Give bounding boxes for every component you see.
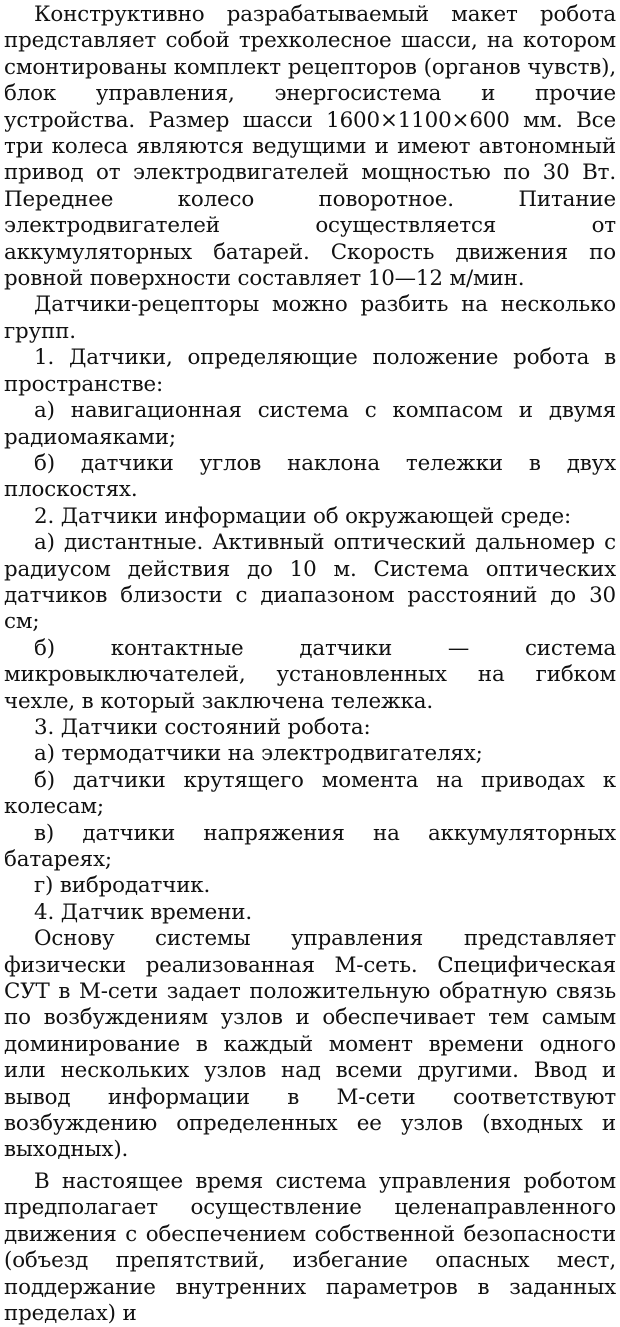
list-item-group-4: 4. Датчик времени. [34,899,253,925]
paragraph-m-network: Основу системы управления представляет физически реализованная М-сеть. Специфическая СУТ в М-сети задает положительную обратную связь по возбуждениям узлов и обеспечивает тем самым доминирование в каждый момент времени одного или нескольких узлов над всеми другими. Ввод и вывод информации в М-сети соответствуют возбуждению определенных ее узлов (входных и выходных). [4,926,616,1163]
list-item-group-2: 2. Датчики информации об окружающей среде: [34,503,572,529]
list-item-3a: а) термодатчики на электродвигателях; [34,741,483,767]
list-item-1b: б) датчики углов наклона тележки в двух плоскостях. [4,450,616,503]
list-item-group-1: 1. Датчики, определяющие положение робота в пространстве: [4,345,616,397]
list-item-3c: в) датчики напряжения на аккумуляторных батареях; [4,820,616,872]
paragraph-sensor-groups: Датчики-рецепторы можно разбить на несколько групп. [4,292,616,344]
list-item-3d: г) вибродатчик. [34,873,211,899]
paragraph-robot-chassis: Конструктивно разрабатываемый макет робота представляет собой трехколесное шасси, на котором смонтированы комплект рецепторов (органов чувств), блок управления, энергосистема и прочие устройства. Размер шасси 1600×1100×600 мм. Все три колеса являются ведущими и имеют автономный привод от электродвигателей мощностью по 30 Вт. Переднее колесо поворотное. Питание электродвигателей осуществляется от аккумуляторных батарей. Скорость движения по ровной поверхности составляет 10—12 м/мин. [4,2,616,292]
list-item-2b: б) контактные датчики — система микровыключателей, установленных на гибком чехле, в который заключена тележка. [4,635,616,714]
list-item-2a: а) дистантные. Активный оптический дальномер с радиусом действия до 10 м. Система оптических датчиков близости с диапазоном расстояний до 30 см; [4,530,616,635]
list-item-group-3: 3. Датчики состояний робота: [34,714,371,740]
list-item-1a: а) навигационная система с компасом и двумя радиомаяками; [4,398,616,450]
list-item-3b: б) датчики крутящего момента на приводах к колесам; [4,767,616,820]
paragraph-control-system: В настоящее время система управления роботом предполагает осуществление целенаправленного движения с обеспечением собственной безопасности (объезд препятствий, избегание опасных мест, поддержание внутренних параметров в заданных пределах) и [4,1168,616,1326]
